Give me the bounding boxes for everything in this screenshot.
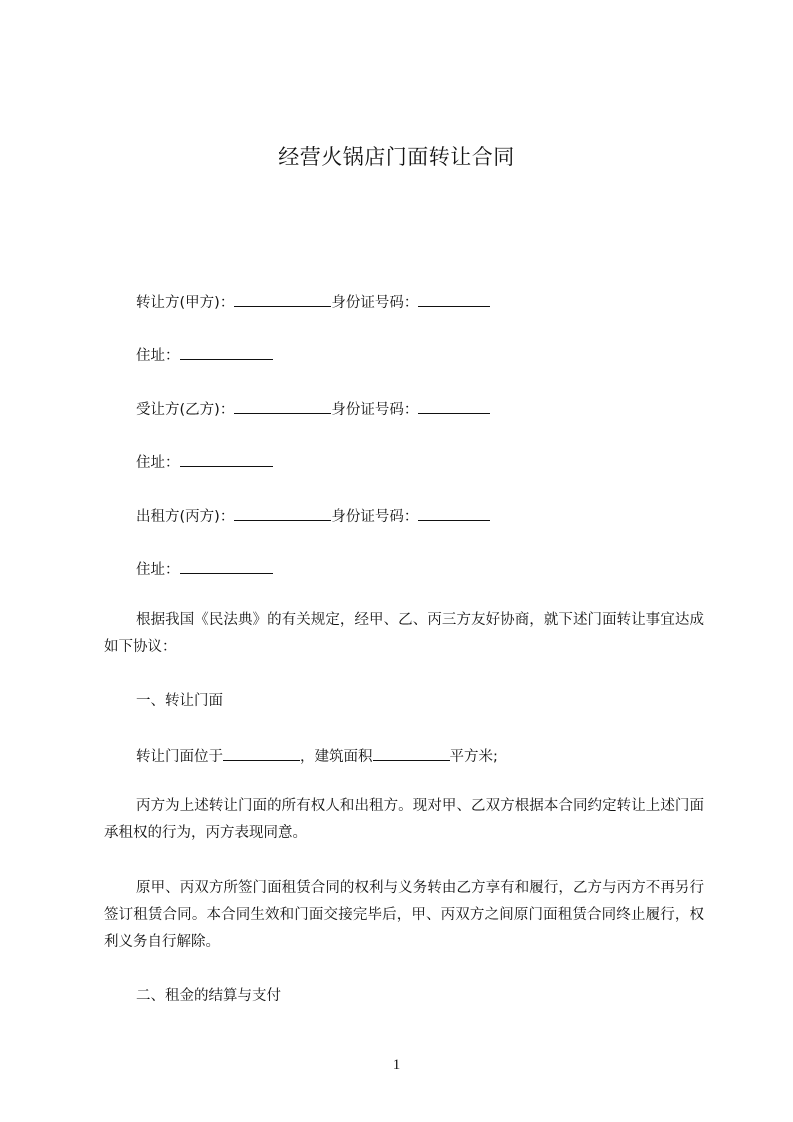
party-a-address-line (136, 343, 273, 367)
area-prefix: ，建筑面积 (300, 749, 373, 765)
party-c-address-blank (180, 557, 273, 574)
party-b-name-blank (234, 397, 331, 414)
party-c-address-line (136, 557, 273, 581)
party-b-address-blank (180, 450, 273, 467)
party-a-id-label: 身份证号码： (331, 295, 419, 311)
location-prefix: 转让门面位于 (136, 749, 223, 765)
location-line (136, 744, 498, 768)
party-a-label: 转让方(甲方)： (136, 295, 235, 311)
party-a-line (136, 290, 490, 314)
section-2-heading: 二、租金的结算与支付 (136, 988, 281, 1004)
party-a-address-label: 住址： (136, 348, 180, 364)
party-c-id-blank (418, 504, 490, 521)
party-b-line (136, 397, 490, 421)
section-1-paragraph-2: 原甲、丙双方所签门面租赁合同的权利与义务转由乙方享有和履行，乙方与丙方不再另行签订租赁合同。本合同生效和门面交接完毕后，甲、丙双方之间原门面租赁合同终止履行，权利义务自行解除。 (104, 880, 704, 950)
party-c-line (136, 504, 490, 528)
area-suffix: 平方米; (449, 749, 498, 765)
party-b-address-label: 住址： (136, 455, 180, 471)
party-c-id-label: 身份证号码： (331, 509, 419, 525)
party-a-id-blank (418, 290, 490, 307)
party-c-name-blank (234, 504, 331, 521)
party-a-address-blank (180, 343, 273, 360)
party-b-label: 受让方(乙方)： (136, 402, 235, 418)
location-blank (223, 744, 300, 761)
party-c-address-label: 住址： (136, 562, 180, 578)
section-1-heading: 一、转让门面 (136, 693, 223, 709)
area-blank (373, 744, 450, 761)
document-title: 经营火锅店门面转让合同 (278, 145, 515, 169)
section-1-paragraph-1: 丙方为上述转让门面的所有权人和出租方。现对甲、乙双方根据本合同约定转让上述门面承租权的行为，丙方表现同意。 (104, 798, 704, 841)
party-c-label: 出租方(丙方)： (136, 509, 235, 525)
intro-paragraph: 根据我国《民法典》的有关规定，经甲、乙、丙三方友好协商，就下述门面转让事宜达成如下协议： (104, 612, 704, 655)
party-b-id-label: 身份证号码： (331, 402, 419, 418)
party-b-address-line (136, 450, 273, 474)
party-a-name-blank (234, 290, 331, 307)
page-number: 1 (392, 1057, 401, 1073)
party-b-id-blank (418, 397, 490, 414)
